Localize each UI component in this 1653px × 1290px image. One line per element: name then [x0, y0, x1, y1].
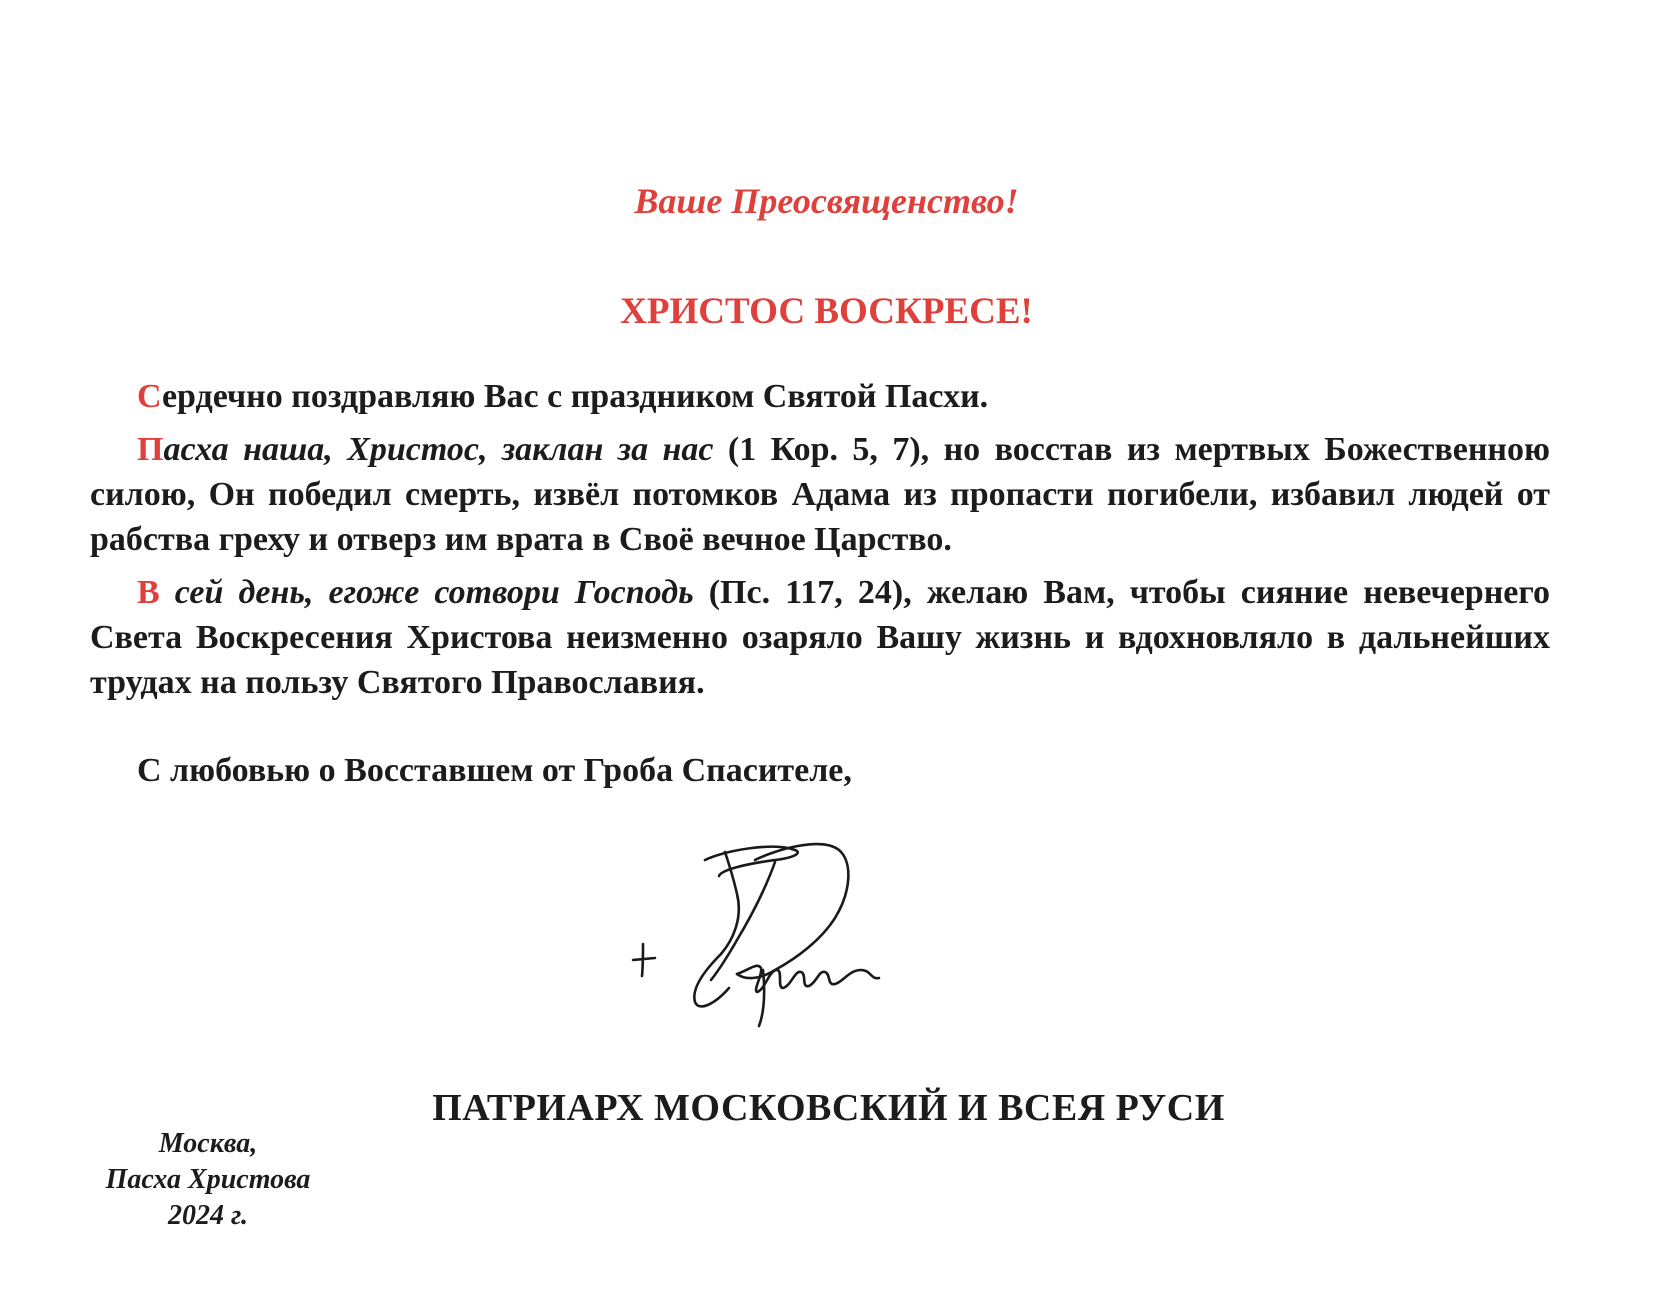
paragraph-text: (1 Кор. 5, 7), но восстав из мертвых Божественною силою, Он победил смерть, извёл потомков Адама из пропасти погибели, избавил людей от рабства греху и отверз им врата в Своё вечное Царство.	[90, 431, 1550, 558]
salutation: Ваше Преосвященство!	[634, 181, 1019, 221]
paragraph-3	[90, 570, 1550, 705]
place-occasion: Пасха Христова	[105, 1164, 311, 1195]
paragraph-1	[90, 374, 1550, 419]
signer-title: ПАТРИАРХ МОСКОВСКИЙ И ВСЕЯ РУСИ	[432, 1087, 1225, 1129]
closing-line: С любовью о Восставшем от Гроба Спасителе,	[137, 752, 852, 789]
paragraph-text: (Пс. 117, 24), желаю Вам, чтобы сияние невечернего Света Воскресения Христова неизменно озаряло Вашу жизнь и вдохновляло в дальнейших трудах на пользу Святого Православия.	[90, 574, 1550, 701]
easter-greeting: ХРИСТОС ВОСКРЕСЕ!	[620, 291, 1033, 332]
place-and-date	[88, 1126, 328, 1234]
scripture-quote: сей день, егоже сотвори Господь	[159, 574, 694, 611]
place-city: Москва,	[158, 1128, 258, 1159]
scripture-quote: асха наша, Христос, заклан за нас	[163, 431, 714, 468]
initial-letter: В	[137, 574, 160, 611]
paragraph-text: ердечно поздравляю Вас с праздником Святой Пасхи.	[161, 378, 989, 415]
initial-letter: С	[137, 378, 162, 415]
place-year: 2024 г.	[168, 1200, 248, 1231]
letter-body	[90, 374, 1550, 713]
initial-letter: П	[137, 431, 164, 468]
handwritten-signature	[625, 820, 945, 1080]
paragraph-2	[90, 427, 1550, 562]
